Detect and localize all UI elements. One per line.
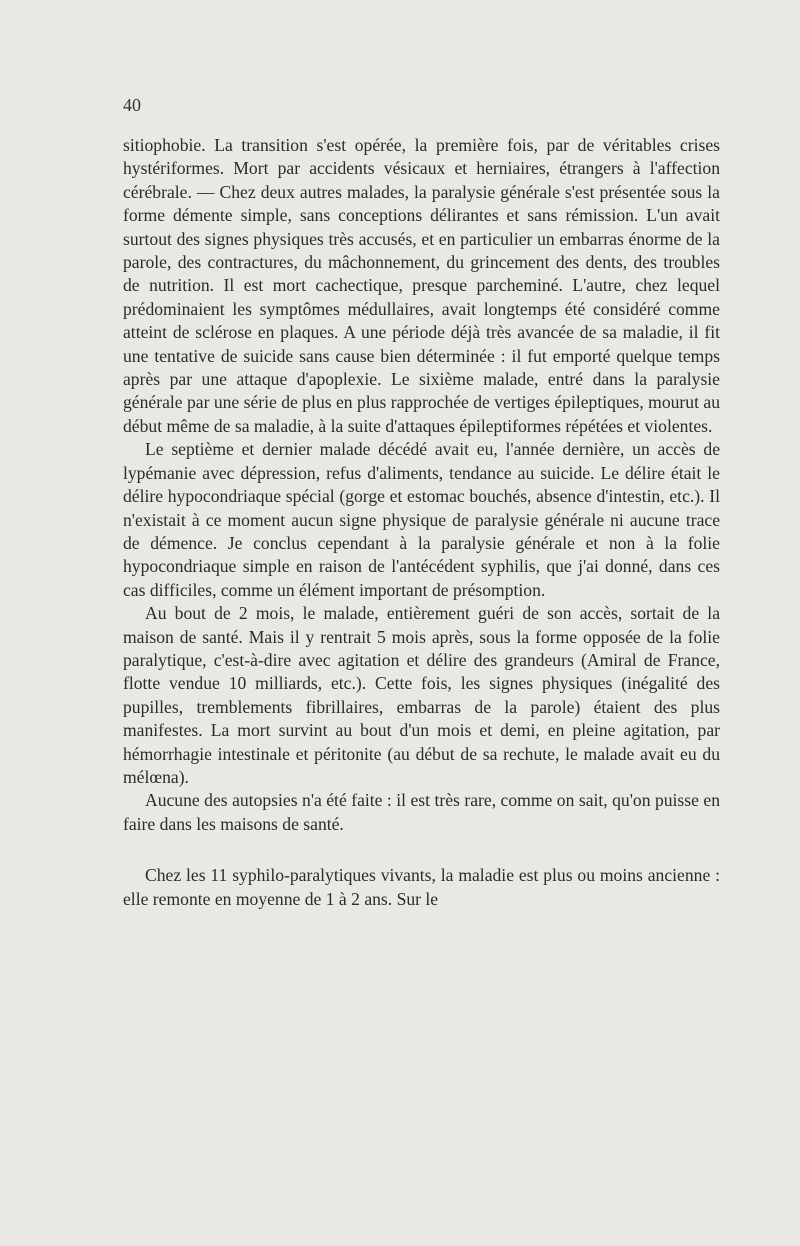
body-text: [123, 134, 720, 911]
paragraph-1: sitiophobie. La transition s'est opérée, la première fois, par de véritables crises hystériformes. Mort par accidents vésicaux et herniaires, étrangers à l'affection cérébrale. — Chez deux autres malades, la paralysie générale s'est présentée sous la forme démente simple, sans conceptions délirantes et sans rémission. L'un avait surtout des signes physiques très accusés, et en particulier un embarras énorme de la parole, des contractures, du mâchonnement, du grincement des dents, des troubles de nutrition. Il est mort cachectique, presque parcheminé. L'autre, chez lequel prédominaient les symptômes médullaires, avait longtemps été considéré comme atteint de sclérose en plaques. A une période déjà très avancée de sa maladie, il fit une tentative de suicide sans cause bien déterminée : il fut emporté quelque temps après par une attaque d'apoplexie. Le sixième malade, entré dans la paralysie générale par une série de plus en plus rapprochée de vertiges épileptiques, mourut au début même de sa maladie, à la suite d'attaques épileptiformes répétées et violentes.: [123, 135, 720, 436]
paragraph-5: Chez les 11 syphilo-paralytiques vivants, la maladie est plus ou moins ancienne : elle remonte en moyenne de 1 à 2 ans. Sur le: [123, 865, 720, 909]
page-number: 40: [123, 95, 141, 115]
paragraph-gap: [123, 836, 720, 864]
paragraph-3: Au bout de 2 mois, le malade, entièrement guéri de son accès, sortait de la maison de santé. Mais il y rentrait 5 mois après, sous la forme opposée de la folie paralytique, c'est-à-dire avec agitation et délire des grandeurs (Amiral de France, flotte vendue 10 milliards, etc.). Cette fois, les signes physiques (inégalité des pupilles, tremblements fibrillaires, embarras de la parole) étaient des plus manifestes. La mort survint au bout d'un mois et demi, en pleine agitation, par hémorrhagie intestinale et péritonite (au début de sa rechute, le malade avait eu du mélœna).: [123, 603, 720, 787]
paragraph-2: Le septième et dernier malade décédé avait eu, l'année dernière, un accès de lypémanie avec dépression, refus d'aliments, tendance au suicide. Le délire était le délire hypocondriaque spécial (gorge et estomac bouchés, absence d'intestin, etc.). Il n'existait à ce moment aucun signe physique de paralysie générale ni aucune trace de démence. Je conclus cependant à la paralysie générale et non à la folie hypocondriaque simple en raison de l'antécédent syphilis, que j'ai donné, dans ces cas difficiles, comme un élément important de présomption.: [123, 439, 720, 600]
paragraph-4: Aucune des autopsies n'a été faite : il est très rare, comme on sait, qu'on puisse en faire dans les maisons de santé.: [123, 790, 720, 834]
